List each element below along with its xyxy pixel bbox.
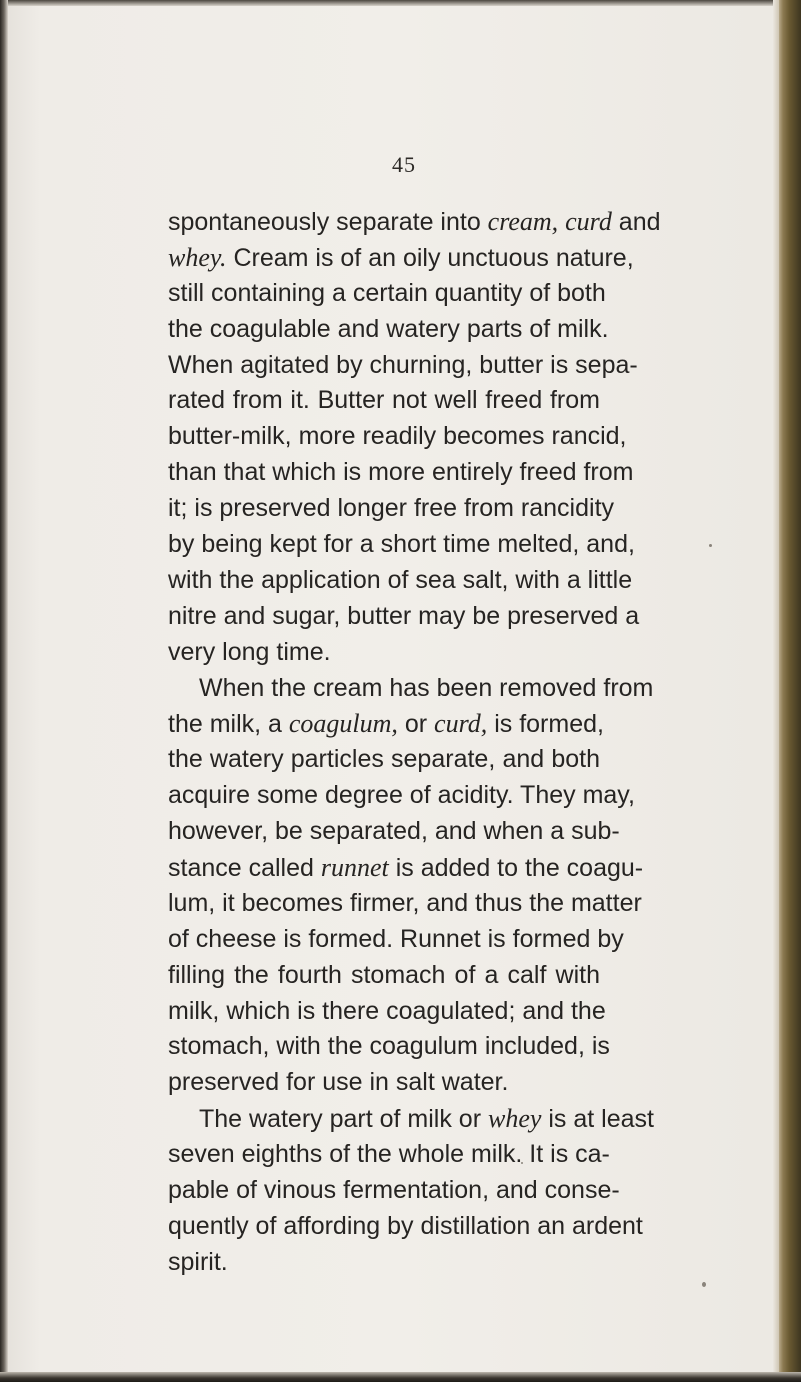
text-segment: quently of affording by distillation an ardent	[168, 1211, 643, 1240]
text-line	[168, 742, 600, 778]
text-segment: the milk, a	[168, 710, 289, 739]
italic-term: cream,	[487, 207, 559, 236]
paper-fleck	[702, 1282, 706, 1287]
text-line	[168, 958, 600, 994]
text-line	[168, 706, 604, 742]
text-segment: stance called	[168, 854, 321, 883]
text-segment: still containing a certain quantity of both	[168, 278, 606, 307]
text-segment: with the application of sea salt, with a little	[168, 565, 633, 594]
text-segment: by being kept for a short time melted, and,	[168, 530, 635, 559]
text-line	[168, 994, 606, 1030]
paper-fleck	[709, 544, 712, 547]
text-line	[168, 1209, 643, 1245]
text-segment: very long time.	[168, 637, 331, 666]
text-segment: When the cream has been removed from	[199, 673, 654, 702]
text-segment: however, be separated, and when a sub-	[168, 817, 620, 846]
text-line	[168, 778, 635, 814]
text-segment: of cheese is formed. Runnet is formed by	[168, 924, 624, 953]
text-segment: preserved for use in salt water.	[168, 1068, 509, 1097]
text-segment: the watery particles separate, and both	[168, 745, 600, 774]
text-line	[168, 348, 638, 384]
text-line	[168, 455, 634, 491]
text-line	[168, 1029, 610, 1065]
text-segment: filling the fourth stomach of a calf with	[168, 960, 600, 989]
italic-term: whey.	[168, 242, 227, 272]
text-segment: spirit.	[168, 1247, 228, 1276]
text-line	[168, 850, 644, 886]
text-segment: The watery part of milk or	[199, 1105, 488, 1134]
text-segment: rated from it. Butter not well freed from	[168, 386, 600, 415]
text-line	[168, 1173, 620, 1209]
text-segment: stomach, with the coagulum included, is	[168, 1032, 610, 1061]
text-segment: pable of vinous fermentation, and conse-	[168, 1176, 620, 1205]
text-line	[168, 599, 640, 635]
text-line	[168, 671, 654, 707]
italic-term: whey	[487, 1104, 542, 1134]
text-line	[168, 1245, 600, 1281]
italic-term: curd,	[434, 709, 488, 739]
text-line	[168, 563, 633, 599]
text-line	[168, 240, 634, 276]
text-line	[168, 419, 627, 455]
text-segment: butter-milk, more readily becomes rancid,	[168, 422, 627, 451]
text-segment: is at least	[541, 1105, 654, 1134]
italic-term: coagulum,	[288, 709, 398, 739]
text-line	[168, 886, 642, 922]
text-line	[168, 383, 600, 419]
text-line	[168, 814, 620, 850]
text-line	[168, 276, 606, 312]
text-segment: lum, it becomes firmer, and thus the matter	[168, 888, 642, 917]
text-line	[168, 635, 600, 671]
text-segment: spontaneously separate into	[168, 208, 488, 236]
body-text	[168, 204, 661, 1281]
text-segment: is added to the coagu-	[388, 854, 644, 883]
page-top-edge	[0, 0, 801, 6]
text-segment: Cream is of an oily unctuous nature,	[226, 243, 634, 272]
text-line	[168, 204, 661, 240]
text-segment: the coagulable and watery parts of milk.	[168, 314, 609, 343]
text-line	[168, 1101, 654, 1137]
text-segment: it; is preserved longer free from rancidity	[168, 494, 615, 523]
text-segment: and	[611, 208, 661, 236]
text-segment: When agitated by churning, butter is sepa-	[168, 350, 638, 379]
text-segment: nitre and sugar, butter may be preserved a	[168, 601, 640, 630]
text-segment: seven eighths of the whole milk. It is ca-	[168, 1140, 610, 1169]
text-segment: acquire some degree of acidity. They may,	[168, 781, 635, 810]
page-number: 45	[392, 152, 416, 177]
text-line	[168, 491, 615, 527]
text-line	[168, 312, 609, 348]
text-line	[168, 527, 635, 563]
italic-term: curd	[565, 207, 612, 236]
italic-term: runnet	[320, 853, 389, 883]
text-segment: or	[397, 710, 435, 739]
text-line	[168, 1065, 600, 1101]
page-left-edge	[0, 0, 8, 1382]
text-segment: than that which is more entirely freed from	[168, 458, 634, 487]
text-segment: milk, which is there coagulated; and the	[168, 996, 606, 1025]
page-bottom-edge	[0, 1372, 801, 1382]
text-segment: is formed,	[487, 710, 604, 739]
text-line	[168, 1137, 610, 1173]
book-spine-edge	[779, 0, 801, 1382]
text-line	[168, 922, 624, 958]
